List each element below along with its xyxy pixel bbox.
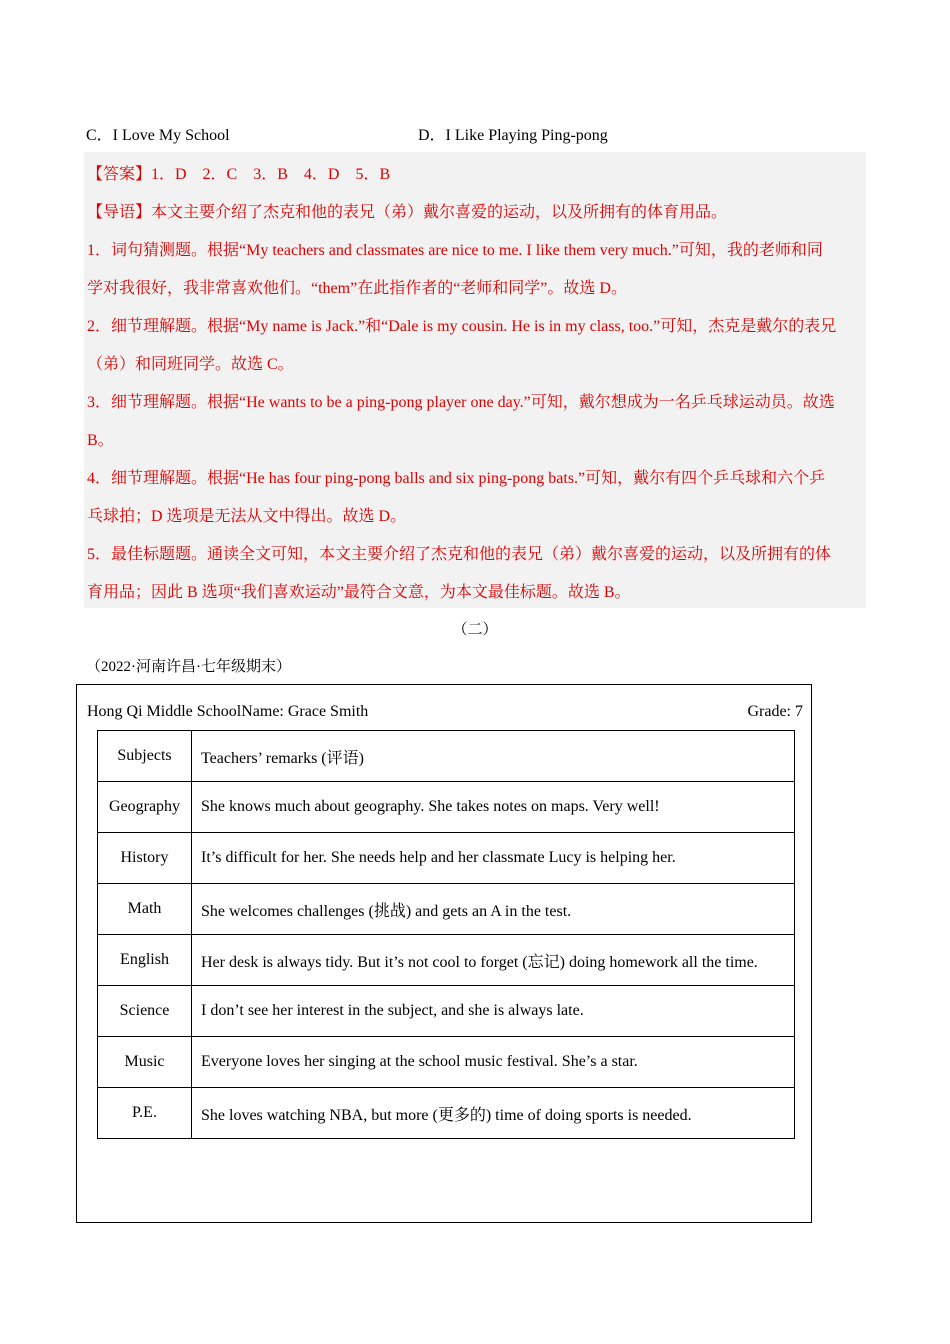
explanation-line: 3．细节理解题。根据“He wants to be a ping-pong player one day.”可知，戴尔想成为一名乒乓球运动员。故选 [87, 394, 835, 411]
table-row [98, 1088, 795, 1139]
grade-label: Grade: 7 [747, 703, 803, 720]
explanation-line: （弟）和同班同学。故选 C。 [87, 356, 294, 373]
subject-cell: Music [98, 1037, 192, 1088]
remark-cell: Her desk is always tidy. But it’s not cool to forget (忘记) doing homework all the time. [192, 935, 795, 986]
subject-cell: English [98, 935, 192, 986]
subject-cell: History [98, 833, 192, 884]
school-and-student-name: Hong Qi Middle SchoolName: Grace Smith [87, 703, 369, 720]
remark-cell: I don’t see her interest in the subject, and she is always late. [192, 986, 795, 1037]
table-row [98, 1037, 795, 1088]
table-row [98, 833, 795, 884]
explanation-line: B。 [87, 432, 114, 449]
explanation-line: 5．最佳标题题。通读全文可知，本文主要介绍了杰克和他的表兄（弟）戴尔喜爱的运动，以及所拥有的体 [87, 546, 832, 563]
explanation-line: 4．细节理解题。根据“He has four ping-pong balls and six ping-pong bats.”可知，戴尔有四个乒乓球和六个乒 [87, 470, 826, 487]
section-label: （二） [452, 622, 498, 638]
explanation-line: 2．细节理解题。根据“My name is Jack.”和“Dale is my cousin. He is in my class, too.”可知，杰克是戴尔的表兄 [87, 318, 837, 335]
subject-cell: Science [98, 986, 192, 1037]
remark-cell: She knows much about geography. She takes notes on maps. Very well! [192, 782, 795, 833]
remarks-header: Teachers’ remarks (评语) [192, 731, 795, 782]
answer-options [86, 122, 866, 146]
source-note: （2022·河南许昌·七年级期末） [86, 659, 291, 675]
table-header-row [98, 731, 795, 782]
explanation-line: 乓球拍；D 选项是无法从文中得出。故选 D。 [87, 508, 407, 525]
subject-cell: Geography [98, 782, 192, 833]
subject-cell: P.E. [98, 1088, 192, 1139]
option-d: D．I Like Playing Ping-pong [418, 127, 608, 144]
remark-cell: She welcomes challenges (挑战) and gets an A in the test. [192, 884, 795, 935]
table-row [98, 782, 795, 833]
explanation-line: 育用品；因此 B 选项“我们喜欢运动”最符合文意，为本文最佳标题。故选 B。 [87, 584, 631, 601]
remark-cell: It’s difficult for her. She needs help and her classmate Lucy is helping her. [192, 833, 795, 884]
option-c: C．I Love My School [86, 127, 230, 144]
table-row [98, 884, 795, 935]
remarks-table [97, 730, 795, 1139]
report-card [76, 684, 812, 1223]
subjects-header: Subjects [98, 731, 192, 782]
remark-cell: Everyone loves her singing at the school music festival. She’s a star. [192, 1037, 795, 1088]
explanation-line: 学对我很好，我非常喜欢他们。“them”在此指作者的“老师和同学”。故选 D。 [87, 280, 627, 297]
remark-cell: She loves watching NBA, but more (更多的) time of doing sports is needed. [192, 1088, 795, 1139]
answer-intro: 【导语】本文主要介绍了杰克和他的表兄（弟）戴尔喜爱的运动，以及所拥有的体育用品。 [87, 204, 728, 221]
answer-key: 【答案】1．D 2．C 3．B 4．D 5．B [87, 166, 391, 183]
answer-explanation-block [84, 152, 866, 608]
subject-cell: Math [98, 884, 192, 935]
table-row [98, 986, 795, 1037]
explanation-line: 1．词句猜测题。根据“My teachers and classmates are nice to me. I like them very much.”可知，我的老师和同 [87, 242, 823, 259]
table-row [98, 935, 795, 986]
